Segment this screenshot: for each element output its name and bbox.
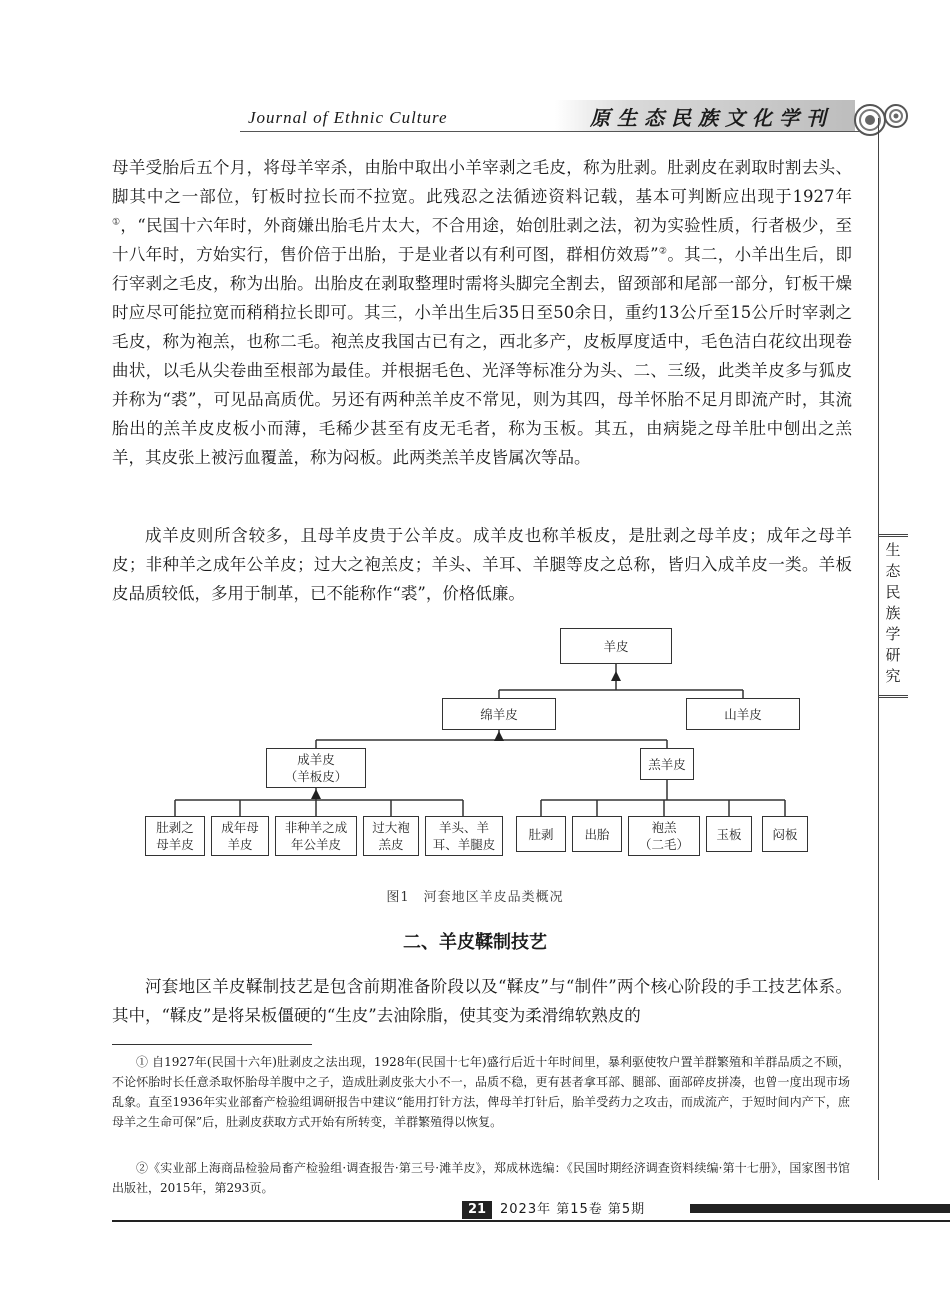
- leaf-belly-stripped-ewe: [145, 816, 205, 856]
- node-label: 羊皮: [227, 837, 253, 852]
- body-text: ，“民国十六年时，外商嫌出胎毛片太大，不合用途，始创肚剥之法，初为实验性质，行者极少，至十八年时，方始实行，售价倍于出胎，于是业者以有利可图，群相仿效焉”: [112, 216, 852, 264]
- leaf-yuban: 玉板: [706, 816, 752, 852]
- section-tab-char: 态: [885, 562, 901, 580]
- footer-bar: [690, 1204, 950, 1213]
- issue-info: 2023年 第15卷 第5期: [500, 1202, 646, 1217]
- body-text: 。其二，小羊出生后，即行宰剥之毛皮，称为出胎。出胎皮在剥取整理时需将头脚完全割去，留颈部和尾部一部分，钉板干燥时应尽可能拉宽而稍稍拉长即可。其三，小羊出生后35日至50余日，重约13公斤至15公斤时宰剥之毛皮，称为袍羔，也称二毛。袍羔皮我国古已有之，西北多产，皮板厚度适中，毛色洁白花纹出现卷曲状，以毛从尖卷曲至根部为最佳。并根据毛色、光泽等标准分为头、二、三级，此类羊皮多与狐皮并称为“裘”，可见品高质优。另还有两种羔羊皮不常见，则为其四，母羊怀胎不足月即流产时，其流胎出的羔羊皮皮板小而薄，毛稀少甚至有皮无毛者，称为玉板。其五，由病毙之母羊肚中刨出之羔羊，其皮张上被污血覆盖，称为闷板。此两类羔羊皮皆属次等品。: [112, 245, 853, 467]
- node-label: 成年母: [221, 820, 259, 835]
- section-tab-char: 族: [885, 604, 901, 622]
- header-rule: [240, 131, 860, 132]
- node-label: 袍羔: [651, 820, 677, 835]
- node-label: 年公羊皮: [290, 837, 341, 852]
- leaf-chutai: 出胎: [572, 816, 622, 852]
- journal-title-cn: 原生态民族文化学刊: [590, 106, 833, 130]
- body-paragraph-3: 河套地区羊皮鞣制技艺是包含前期准备阶段以及“鞣皮”与“制件”两个核心阶段的手工技艺体系。其中，“鞣皮”是将呆板僵硬的“生皮”去油除脂，使其变为柔滑绵软熟皮的: [112, 977, 852, 1025]
- node-label: 羊头、羊: [438, 820, 489, 835]
- node-label: （二毛）: [638, 837, 689, 852]
- section-heading: 二、羊皮鞣制技艺: [403, 932, 547, 953]
- footnote-1: ① 自1927年(民国十六年)肚剥皮之法出现，1928年(民国十七年)盛行后近十年时间里，暴利驱使牧户置羊群繁殖和羊群品质之不顾，不论怀胎时长任意杀取怀胎母羊腹中之子，造成肚剥皮张大小不一，品质不稳，更有甚者拿耳部、腿部、面部碎皮拼凑，也曾一度出现市场乱象。直至1936年实业部畜产检验组调研报告中建议“能用打针方法，俾母羊打针后，胎羊受药力之攻击，而成流产，于短时间内产下，庶母羊之生命可保”后，肚剥皮获取方式开始有所转变，羊群繁殖得以恢复。: [112, 1055, 850, 1129]
- node-sheep-wool-hide: 绵羊皮: [442, 698, 556, 730]
- spiral-ornament-icon: [848, 98, 912, 144]
- node-lamb-hide: 羔羊皮: [640, 748, 694, 780]
- leaf-dubo: 肚剥: [516, 816, 566, 852]
- footnote-ref[interactable]: ②: [658, 246, 668, 257]
- leaf-paogao: [628, 816, 700, 856]
- footnote-ref[interactable]: ①: [112, 217, 121, 228]
- node-label: 羔皮: [378, 837, 404, 852]
- body-paragraph-2: 成羊皮则所含较多，且母羊皮贵于公羊皮。成羊皮也称羊板皮，是肚剥之母羊皮；成年之母羊皮；非种羊之成年公羊皮；过大之袍羔皮；羊头、羊耳、羊腿等皮之总称，皆归入成羊皮一类。羊板皮品质较低，多用于制革，已不能称作“裘”，价格低廉。: [112, 526, 852, 603]
- node-label: 肚剥之: [156, 820, 194, 835]
- section-tab-char: 民: [885, 583, 901, 601]
- node-adult-sheep-hide: [266, 748, 366, 788]
- leaf-adult-ewe: [211, 816, 269, 856]
- node-label: 成羊皮: [297, 752, 335, 767]
- node-sheep-hide: 羊皮: [560, 628, 672, 664]
- page-number: 21: [462, 1201, 492, 1219]
- node-label: 母羊皮: [156, 837, 194, 852]
- footnote-rule: [112, 1044, 312, 1045]
- leaf-menban: 闷板: [762, 816, 808, 852]
- node-label: 耳、羊腿皮: [432, 837, 496, 852]
- footnote-2: ②《实业部上海商品检验局畜产检验组·调查报告·第三号·滩羊皮》，郑成林选编：《民国时期经济调查资料续编·第十七册》，国家图书馆出版社，2015年，第293页。: [112, 1161, 850, 1195]
- figure-caption: 图1 河套地区羊皮品类概况: [386, 890, 564, 905]
- footer-rule: [112, 1220, 950, 1222]
- node-goat-hide: 山羊皮: [686, 698, 800, 730]
- body-paragraph-1: [112, 153, 852, 472]
- node-label: （羊板皮）: [284, 769, 348, 784]
- leaf-head-ear-leg: [425, 816, 503, 856]
- section-tab-char: 究: [885, 667, 901, 685]
- body-text: 母羊受胎后五个月，将母羊宰杀，由胎中取出小羊宰剥之毛皮，称为肚剥。肚剥皮在剥取时割去头、脚其中之一部位，钉板时拉长而不拉宽。此残忍之法循迹资料记载，基本可判断应出现于1927年: [112, 158, 852, 206]
- section-tab-char: 研: [885, 646, 901, 664]
- leaf-oversized-paogao: [363, 816, 419, 856]
- journal-title-en: Journal of Ethnic Culture: [248, 108, 448, 127]
- node-label: 非种羊之成: [284, 820, 348, 835]
- section-tab-char: 生: [885, 541, 901, 559]
- node-label: 过大袍: [372, 820, 410, 835]
- leaf-non-breeding-ram: [275, 816, 357, 856]
- section-tab-char: 学: [885, 625, 901, 643]
